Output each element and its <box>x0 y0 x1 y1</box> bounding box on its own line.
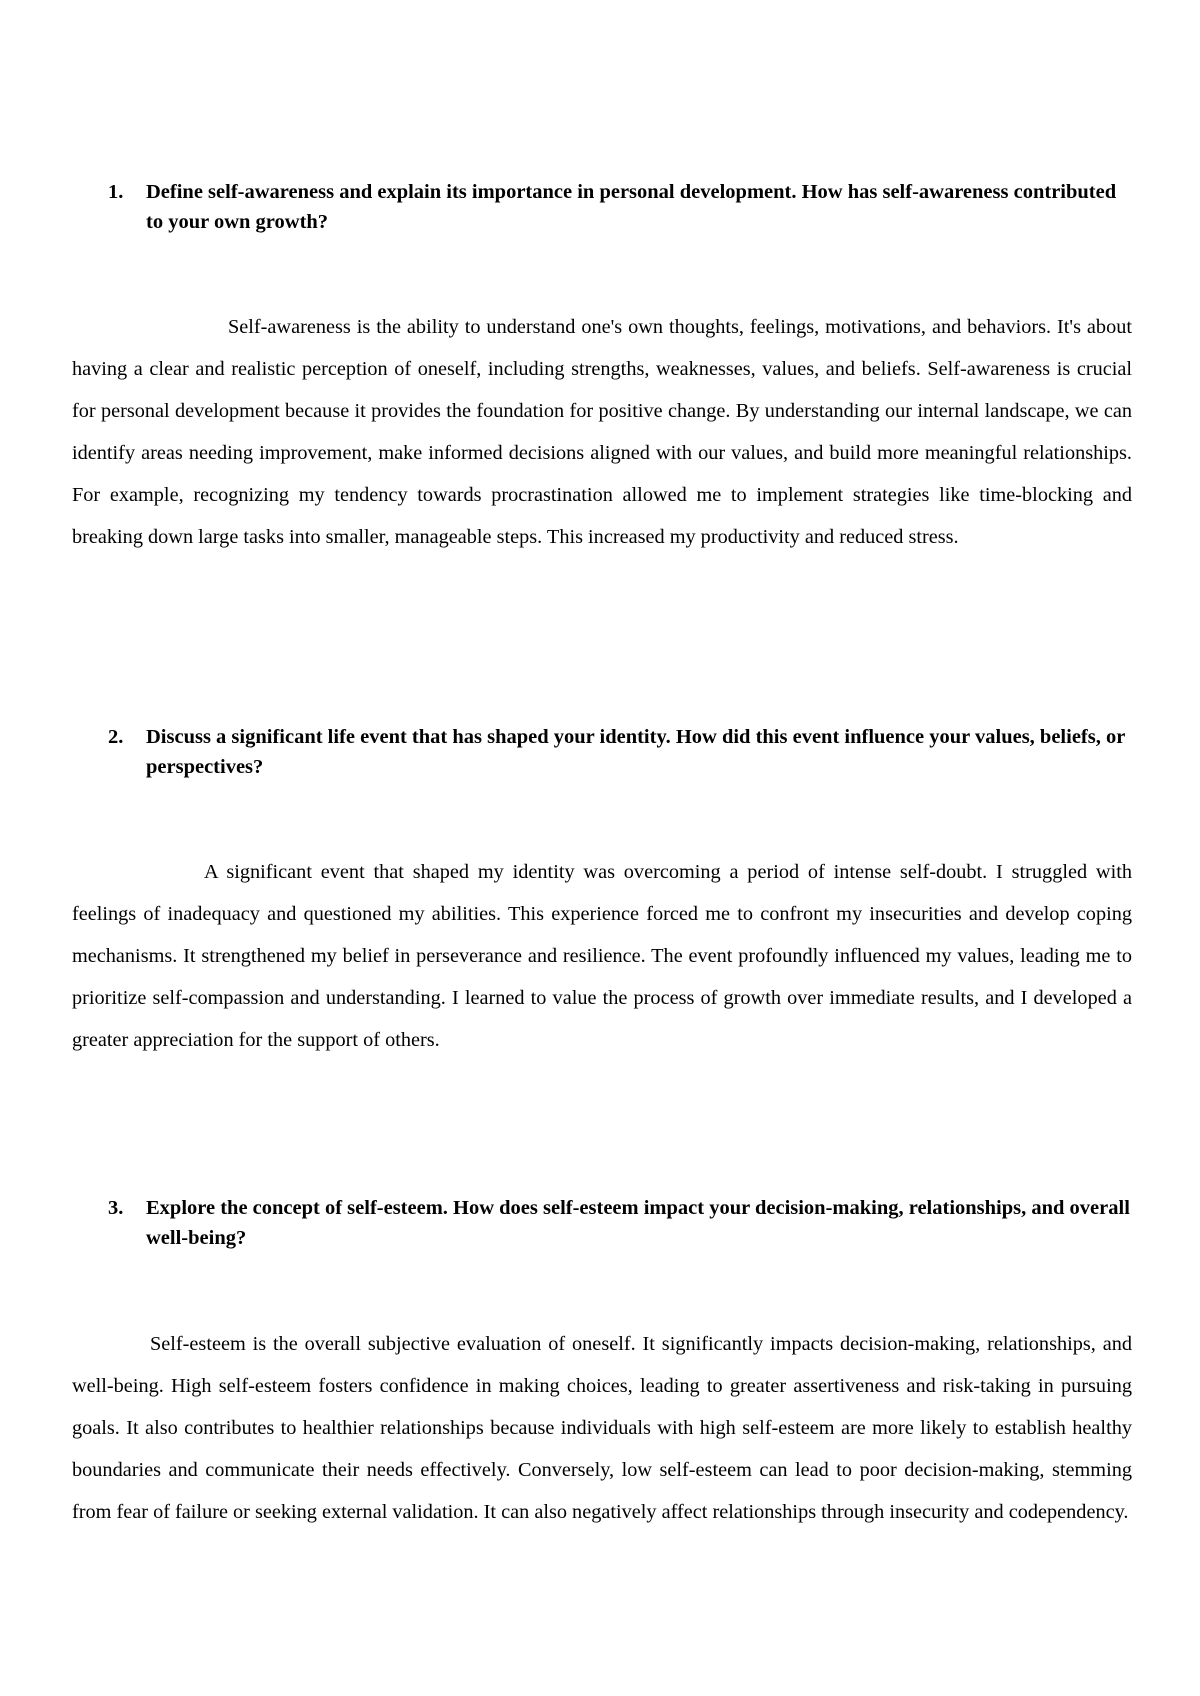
question-number: 2. <box>108 726 124 748</box>
question-number: 3. <box>108 1197 124 1219</box>
question-number: 1. <box>108 181 124 203</box>
answer-paragraph-2: A significant event that shaped my identity was overcoming a period of intense self-doubt. I struggled with feelings of inadequacy and questioned my abilities. This experience forced me to confront my insecurities and develop coping mechanisms. It strengthened my belief in perseverance and resilience. The event profoundly influenced my values, leading me to prioritize self-compassion and understanding. I learned to value the process of growth over immediate results, and I developed a greater appreciation for the support of others. <box>72 861 1132 1051</box>
question-prompt: Discuss a significant life event that has shaped your identity. How did this event influence your values, beliefs, or perspectives? <box>146 726 1125 778</box>
question-prompt: Define self-awareness and explain its importance in personal development. How has self-awareness contributed to your own growth? <box>146 181 1117 233</box>
answer-paragraph-1: Self-awareness is the ability to understand one's own thoughts, feelings, motivations, and behaviors. It's about having a clear and realistic perception of oneself, including strengths, weaknesses, values, and beliefs. Self-awareness is crucial for personal development because it provides the foundation for positive change. By understanding our internal landscape, we can identify areas needing improvement, make informed decisions aligned with our values, and build more meaningful relationships. For example, recognizing my tendency towards procrastination allowed me to implement strategies like time-blocking and breaking down large tasks into smaller, manageable steps. This increased my productivity and reduced stress. <box>72 316 1132 548</box>
answer-paragraph-3: Self-esteem is the overall subjective evaluation of oneself. It significantly impacts decision-making, relationships, and well-being. High self-esteem fosters confidence in making choices, leading to greater assertiveness and risk-taking in pursuing goals. It also contributes to healthier relationships because individuals with high self-esteem are more likely to establish healthy boundaries and communicate their needs effectively. Conversely, low self-esteem can lead to poor decision-making, stemming from fear of failure or seeking external validation. It can also negatively affect relationships through insecurity and codependency. <box>72 1333 1132 1523</box>
question-prompt: Explore the concept of self-esteem. How does self-esteem impact your decision-making, relationships, and overall well-being? <box>146 1197 1130 1249</box>
